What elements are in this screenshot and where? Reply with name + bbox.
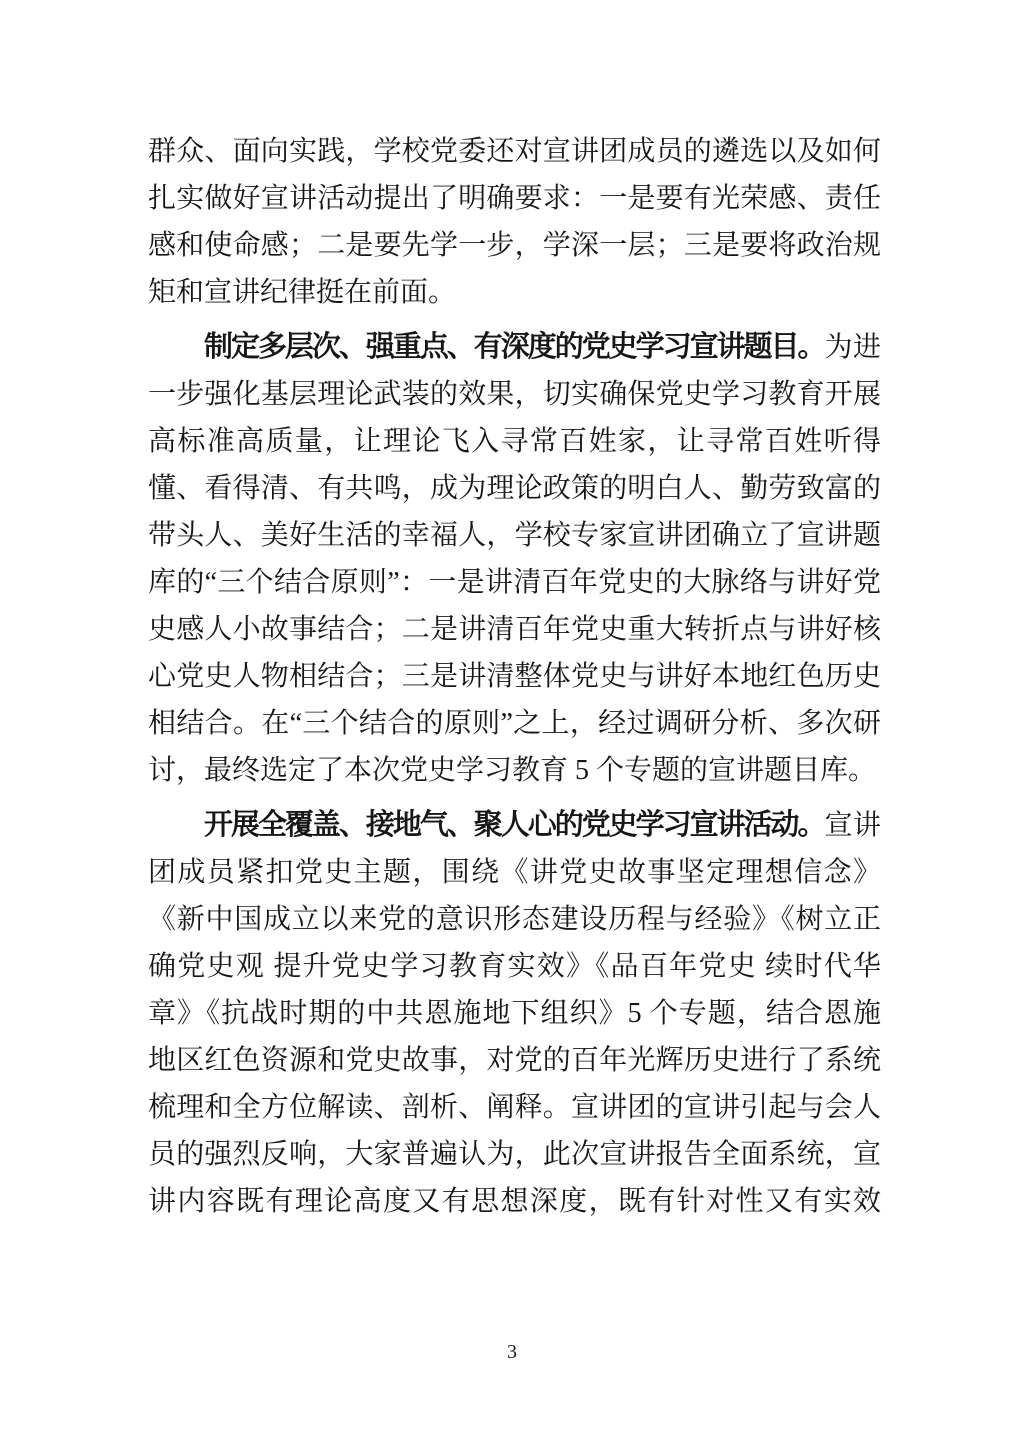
paragraph-text: 群众、面向实践，学校党委还对宣讲团成员的遴选以及如何扎实做好宣讲活动提出了明确要求：一是要有光荣感、责任感和使命感；二是要先学一步，学深一层；三是要将政治规矩和宣讲纪律挺在前面。 [148,136,881,308]
page-body-text [148,128,881,1225]
paragraph-topics [148,324,881,794]
paragraph-activities [148,802,881,1225]
paragraph-bold-heading: 开展全覆盖、接地气、聚人心的党史学习宣讲活动。 [204,809,825,841]
paragraph-bold-heading: 制定多层次、强重点、有深度的党史学习宣讲题目。 [204,331,825,363]
page-number: 3 [507,1341,517,1363]
paragraph-continued-from-previous-page [148,128,881,316]
paragraph-text: 宣讲团成员紧扣党史主题，围绕《讲党史故事坚定理想信念》《新中国成立以来党的意识形态建设历程与经验》《树立正确党史观 提升党史学习教育实效》《品百年党史 续时代华章》《抗战时期的中共恩施地下组织》5 个专题，结合恩施地区红色资源和党史故事，对党的百年光辉历史进行了系统梳理和全方位解读、剖析、阐释。宣讲团的宣讲引起与会人员的强烈反响，大家普遍认为，此次宣讲报告全面系统，宣讲内容既有理论高度又有思想深度，既有针对性又有实效 [148,810,881,1217]
paragraph-text: 为进一步强化基层理论武装的效果，切实确保党史学习教育开展高标准高质量，让理论飞入寻常百姓家，让寻常百姓听得懂、看得清、有共鸣，成为理论政策的明白人、勤劳致富的带头人、美好生活的幸福人，学校专家宣讲团确立了宣讲题库的“三个结合原则”：一是讲清百年党史的大脉络与讲好党史感人小故事结合；二是讲清百年党史重大转折点与讲好核心党史人物相结合；三是讲清整体党史与讲好本地红色历史相结合。在“三个结合的原则”之上，经过调研分析、多次研讨，最终选定了本次党史学习教育 5 个专题的宣讲题目库。 [148,332,881,786]
